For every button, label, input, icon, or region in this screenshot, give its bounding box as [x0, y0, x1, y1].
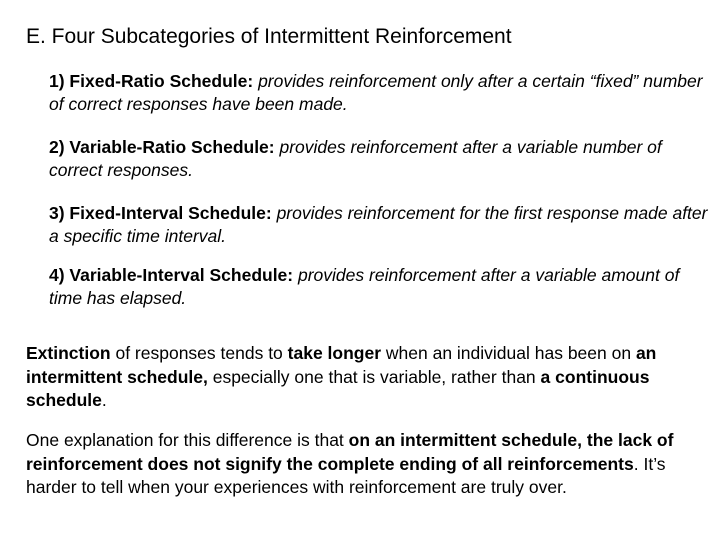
schedule-definition: provides reinforcement for the first response made after a specific time interval.: [49, 203, 708, 246]
schedule-term: 1) Fixed-Ratio Schedule:: [49, 71, 254, 91]
schedule-definition: provides reinforcement only after a certain “fixed” number of correct responses have been made.: [49, 71, 703, 114]
explanation-text-bold: on an intermittent schedule, the lack of reinforcement does not signify the complete ending of all reinforcements: [26, 430, 674, 474]
schedule-item-fixed-interval: [49, 202, 714, 248]
schedule-definition: provides reinforcement after a variable amount of time has elapsed.: [49, 265, 680, 308]
explanation-paragraph: [26, 429, 696, 500]
extinction-text: especially one that is variable, rather than: [207, 366, 541, 387]
explanation-text: One explanation for this difference is that: [26, 430, 349, 450]
extinction-text-bold: a continuous schedule: [26, 366, 650, 410]
extinction-text-bold: take longer: [287, 343, 382, 363]
explanation-text: . It’s harder to tell when your experiences with reinforcement are truly over.: [26, 453, 666, 497]
schedule-definition: provides reinforcement after a variable number of correct responses.: [49, 137, 662, 180]
slide-title: E. Four Subcategories of Intermittent Reinforcement: [26, 25, 512, 48]
schedule-item-variable-interval: [49, 264, 714, 310]
schedule-item-variable-ratio: [49, 136, 714, 182]
extinction-text-bold: Extinction: [26, 343, 111, 363]
extinction-paragraph: [26, 342, 696, 413]
schedule-term: 4) Variable-Interval Schedule:: [49, 265, 294, 285]
schedule-item-fixed-ratio: [49, 70, 714, 116]
extinction-text: of responses tends to: [110, 343, 288, 363]
schedule-term: 3) Fixed-Interval Schedule:: [49, 203, 272, 223]
extinction-text-bold: an intermittent schedule,: [26, 343, 657, 387]
extinction-text: when an individual has been on: [381, 343, 636, 363]
schedule-term: 2) Variable-Ratio Schedule:: [49, 137, 275, 157]
extinction-text: .: [101, 390, 107, 410]
